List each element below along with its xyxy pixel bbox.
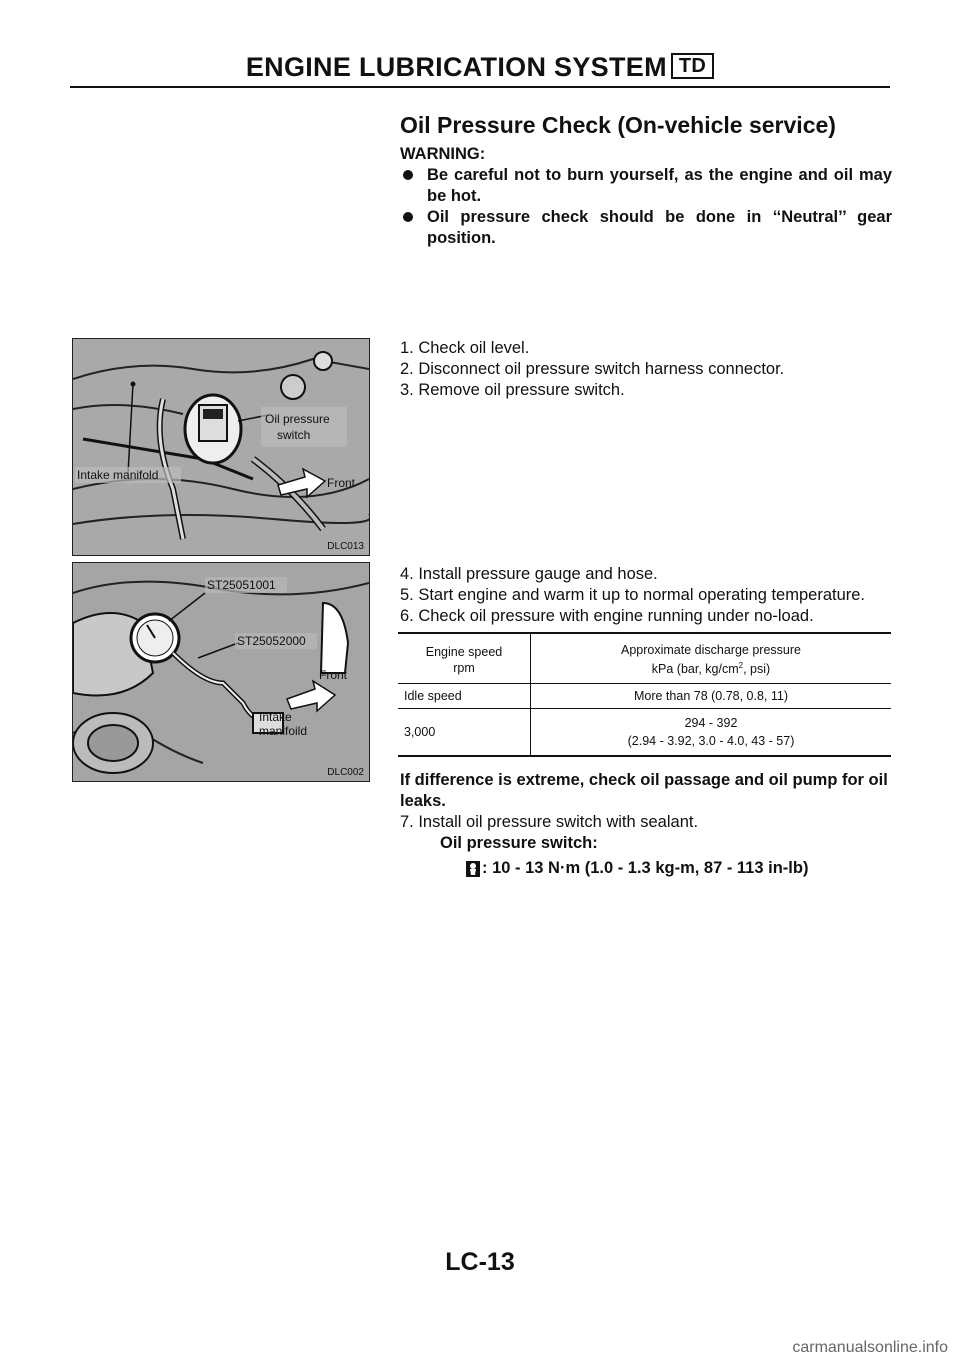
cell-pressure: More than 78 (0.78, 0.8, 11) <box>633 689 789 704</box>
cell-speed: 3,000 <box>398 709 531 757</box>
cell-speed: Idle speed <box>398 684 531 709</box>
steps-4-6 <box>400 564 865 627</box>
bullet-icon <box>403 170 413 180</box>
step-item: 6. Check oil pressure with engine running under no-load. <box>400 607 814 625</box>
step-item: 1. Check oil level. <box>400 339 530 357</box>
label-tool-st25052000: ST25052000 <box>237 634 306 648</box>
warning-text: Be careful not to burn yourself, as the engine and oil may be hot. <box>427 166 892 205</box>
engine-bay-illustration <box>73 339 369 555</box>
warning-block <box>400 144 892 249</box>
note-block <box>400 770 892 879</box>
gauge-installation-illustration <box>73 563 369 781</box>
step-item: 3. Remove oil pressure switch. <box>400 381 625 399</box>
watermark: carmanualsonline.info <box>792 1339 948 1356</box>
table-header-row <box>398 633 891 684</box>
chapter-title-text: ENGINE LUBRICATION SYSTEM <box>245 52 667 82</box>
torque-spec <box>400 858 892 879</box>
warning-text: Oil pressure check should be done in ‘‘Neutral’’ gear position. <box>427 208 892 247</box>
header-rule <box>70 86 890 88</box>
warning-item <box>400 165 892 207</box>
steps-1-3 <box>400 338 784 401</box>
figure-id: DLC002 <box>327 767 364 778</box>
label-intake: Intake <box>259 710 292 724</box>
label-manifold: manifoild <box>259 724 308 738</box>
table-row <box>398 684 891 709</box>
label-front: Front <box>327 476 356 490</box>
engine-model-tag: TD <box>671 53 714 79</box>
label-intake-manifold: Intake manifold <box>77 468 159 482</box>
header-discharge-pressure: Approximate discharge pressure kPa (bar, $kg/cm^2$, psi) <box>621 643 801 677</box>
figure-oil-pressure-switch <box>72 338 370 556</box>
extreme-difference-note: If difference is extreme, check oil passage and oil pump for oil leaks. <box>400 771 888 810</box>
step-item: 4. Install pressure gauge and hose. <box>400 565 658 583</box>
figure-pressure-gauge <box>72 562 370 782</box>
figure-id: DLC013 <box>327 541 364 552</box>
page-number: LC-13 <box>445 1248 515 1276</box>
label-tool-st25051001: ST25051001 <box>207 578 276 592</box>
chapter-title <box>0 52 960 83</box>
label-switch: switch <box>277 428 311 442</box>
label-front: Front <box>319 668 348 682</box>
torque-wrench-icon <box>466 861 480 877</box>
torque-value: : 10 - 13 N·m (1.0 - 1.3 kg-m, 87 - 113 in-lb) <box>482 859 809 877</box>
cell-pressure: 294 - 392 (2.94 - 3.92, 3.0 - 4.0, 43 - 57) <box>627 716 795 749</box>
warning-item <box>400 207 892 249</box>
oil-pressure-spec-table <box>398 632 891 757</box>
torque-item-label: Oil pressure switch: <box>440 834 598 852</box>
label-oil-pressure: Oil pressure <box>265 412 330 426</box>
bullet-icon <box>403 212 413 222</box>
section-title: Oil Pressure Check (On-vehicle service) <box>400 112 836 138</box>
step-item: 2. Disconnect oil pressure switch harness connector. <box>400 360 785 378</box>
table-row <box>398 709 891 757</box>
step-item: 5. Start engine and warm it up to normal operating temperature. <box>400 586 866 604</box>
header-engine-speed: Engine speed rpm <box>398 633 531 684</box>
step-item: 7. Install oil pressure switch with sealant. <box>400 813 699 831</box>
warning-label: WARNING: <box>400 145 486 163</box>
